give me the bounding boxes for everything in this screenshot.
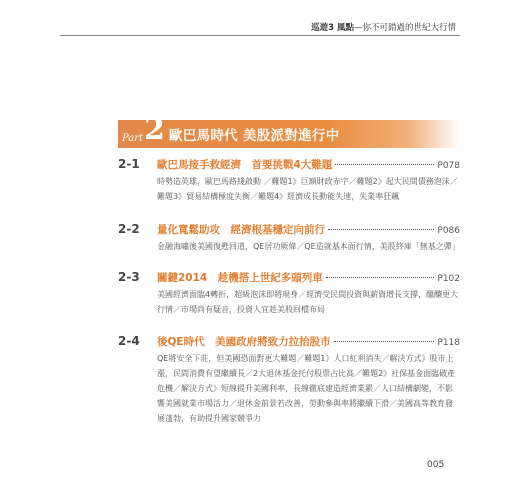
entry-title[interactable]: 關鍵2014 趁機搭上世紀多頭列車	[157, 272, 323, 284]
entry-description: 金融海嘯後美國復甦回道，QE居功厥偉／QE造就基本面行情，美股終庫「無基之彈」	[157, 242, 460, 251]
entry-title[interactable]: 量化寬鬆助攻 經濟根基穩定向前行	[157, 224, 325, 236]
entry-page: P078	[437, 161, 460, 171]
leader-dots	[326, 277, 435, 278]
entry-page: P102	[437, 274, 460, 284]
entry-page: P118	[437, 338, 460, 348]
entry-number: 2-4	[118, 334, 140, 348]
entry-title-row	[157, 334, 460, 349]
entry-number: 2-3	[118, 270, 140, 284]
leader-dots	[335, 164, 434, 165]
toc-entry[interactable]	[118, 270, 460, 330]
entry-title[interactable]: 後QE時代 美國政府將致力拉抬股市	[157, 336, 331, 348]
entry-title-row	[157, 222, 460, 237]
entry-description: 時勢造英雄，歐巴馬路綫啟動 ／難題1》巨額財政赤字／難題2》起大民間債務泡沫／難題3》貿易結構極度失衡／難題4》經濟成長動能失速，失業率狂飆	[157, 177, 458, 201]
toc-entry[interactable]	[118, 334, 460, 454]
leader-dots	[334, 341, 435, 342]
part-label: Part	[122, 132, 144, 144]
entry-number: 2-1	[118, 157, 140, 171]
entry-title-row	[157, 157, 460, 172]
leader-dots	[328, 229, 434, 230]
page-number: 005	[427, 460, 445, 470]
running-header-bold: 巡遊3 風點	[311, 23, 354, 33]
entry-description: 美國經濟面臨4轉折，超級泡沫即將現身／經濟受民間投資與薪資增長支撐，醞釀更大行情／市場尚有疑音，投資人宜趁美股回檔布局	[157, 290, 459, 314]
part-number: 2	[144, 112, 165, 147]
part-title: 歐巴馬時代 美股派對進行中	[168, 128, 340, 144]
entry-description: QE將安全下莊，但美國恐面對更大難題／難題1》人口紅利消失／解決方式》股市上漲，民間消費有望繼續長／2大退休基金托付股票占比高／難題2》社保基金面臨破產危機／解決方式》短線提升美國利率，長線徹底建造經濟業累／人口結構劇變，不影響美國就業市場活力／退休金前景若改善，勞動參與率將繼續下滑／美國高等教育發展蓬勃，有助提升國家競爭力	[157, 354, 456, 423]
header-divider	[60, 35, 460, 36]
running-header	[311, 21, 456, 33]
entry-number: 2-2	[118, 222, 140, 236]
toc-entry[interactable]	[118, 157, 460, 217]
entry-title-row	[157, 270, 460, 285]
running-header-subtitle: —你不可錯過的世紀大行情	[353, 23, 456, 33]
toc-entry[interactable]	[118, 222, 460, 267]
entry-page: P086	[437, 226, 460, 236]
part-banner	[118, 112, 460, 148]
entry-title[interactable]: 歐巴馬接手救經濟 首要挑戰4大難題	[157, 159, 333, 171]
